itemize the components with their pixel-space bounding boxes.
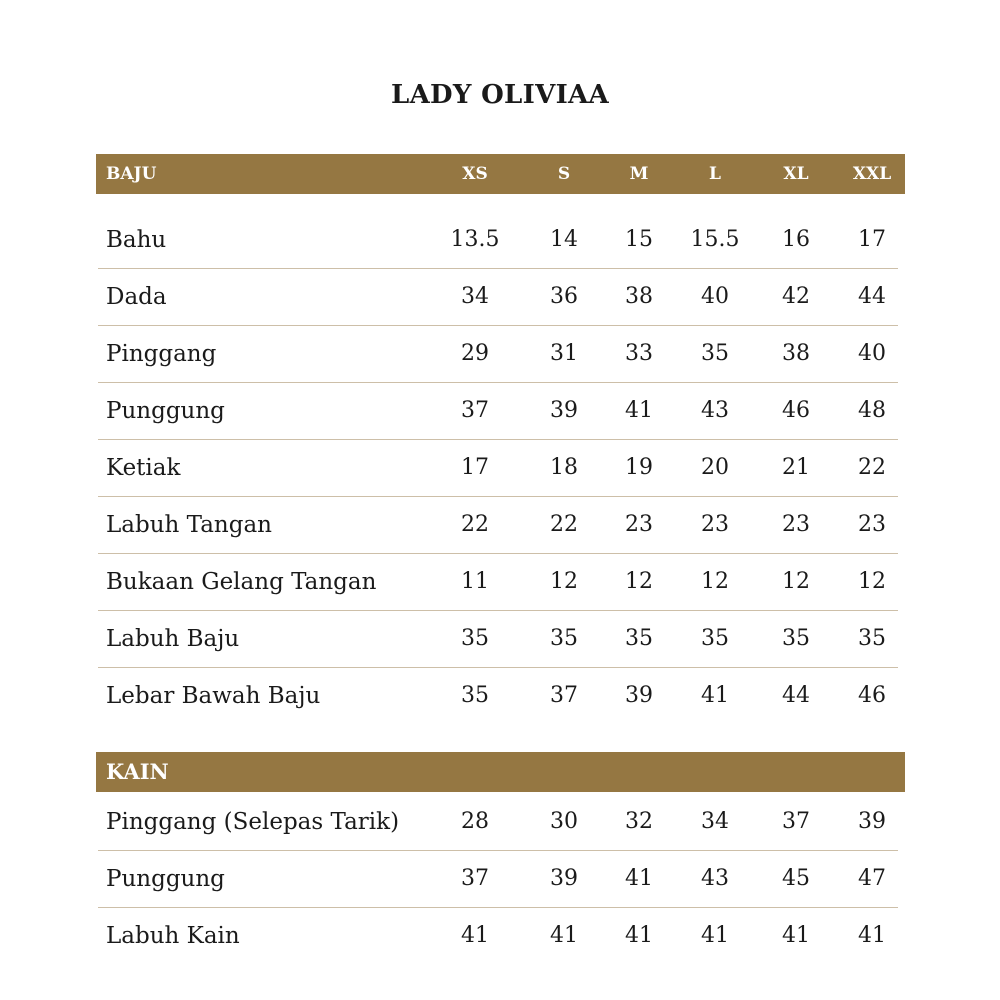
table-cell: 41 [858,923,886,948]
table-row [98,554,898,611]
row-label: Lebar Bawah Baju [106,683,321,709]
table-cell: 34 [701,809,729,834]
size-header-xs: XS [462,164,488,184]
table-row [98,794,898,851]
table-cell: 34 [461,284,489,309]
table-cell: 38 [782,341,810,366]
table-cell: 28 [461,809,489,834]
table-cell: 41 [782,923,810,948]
table-cell: 39 [858,809,886,834]
table-cell: 37 [550,683,578,708]
table-cell: 31 [550,341,578,366]
table-cell: 22 [461,512,489,537]
table-cell: 16 [782,227,810,252]
table-cell: 41 [625,398,653,423]
table-cell: 35 [461,683,489,708]
table-cell: 39 [550,866,578,891]
table-cell: 22 [858,455,886,480]
table-cell: 36 [550,284,578,309]
table-cell: 43 [701,398,729,423]
table-row [98,851,898,908]
table-cell: 14 [550,227,578,252]
page-title: LADY OLIVIAA [391,80,609,110]
table-cell: 47 [858,866,886,891]
table-row [98,383,898,440]
table-cell: 23 [625,512,653,537]
baju-section-label: BAJU [106,164,157,184]
table-row [98,326,898,383]
table-cell: 23 [858,512,886,537]
table-cell: 35 [461,626,489,651]
table-cell: 15.5 [690,227,740,252]
table-cell: 41 [701,923,729,948]
size-header-xl: XL [783,164,809,184]
table-cell: 41 [625,923,653,948]
table-row [98,908,898,964]
row-label: Pinggang (Selepas Tarik) [106,809,400,835]
table-row [98,611,898,668]
table-cell: 37 [461,398,489,423]
table-cell: 32 [625,809,653,834]
table-cell: 44 [782,683,810,708]
table-cell: 44 [858,284,886,309]
table-cell: 19 [625,455,653,480]
kain-table [98,794,898,964]
table-cell: 35 [625,626,653,651]
table-cell: 46 [782,398,810,423]
row-label: Bukaan Gelang Tangan [106,569,377,595]
table-row [98,269,898,326]
table-cell: 20 [701,455,729,480]
table-cell: 30 [550,809,578,834]
table-cell: 41 [625,866,653,891]
row-label: Labuh Baju [106,626,240,652]
table-cell: 12 [858,569,886,594]
table-cell: 12 [701,569,729,594]
table-row [98,440,898,497]
table-cell: 11 [461,569,489,594]
table-cell: 23 [782,512,810,537]
size-header-m: M [629,164,649,184]
table-row [98,668,898,724]
row-label: Punggung [106,866,225,892]
table-cell: 48 [858,398,886,423]
row-label: Bahu [106,227,167,253]
table-cell: 40 [701,284,729,309]
table-cell: 35 [701,626,729,651]
table-cell: 21 [782,455,810,480]
table-row [98,212,898,269]
size-header-xxl: XXL [852,164,892,184]
table-cell: 39 [550,398,578,423]
table-row [98,497,898,554]
table-cell: 35 [782,626,810,651]
row-label: Punggung [106,398,225,424]
table-cell: 35 [858,626,886,651]
table-cell: 39 [625,683,653,708]
row-label: Pinggang [106,341,217,367]
size-header-s: S [557,164,571,184]
table-cell: 35 [701,341,729,366]
table-cell: 40 [858,341,886,366]
row-label: Labuh Tangan [106,512,272,538]
row-label: Ketiak [106,455,181,481]
baju-header-bar [96,154,905,194]
table-cell: 38 [625,284,653,309]
kain-section-label: KAIN [106,759,169,784]
table-cell: 13.5 [450,227,500,252]
table-cell: 29 [461,341,489,366]
table-cell: 33 [625,341,653,366]
kain-header-bar [96,752,905,792]
table-cell: 35 [550,626,578,651]
table-cell: 41 [550,923,578,948]
table-cell: 22 [550,512,578,537]
table-cell: 12 [625,569,653,594]
table-cell: 37 [782,809,810,834]
table-cell: 15 [625,227,653,252]
size-header-l: L [709,164,721,184]
table-cell: 41 [461,923,489,948]
row-label: Labuh Kain [106,923,240,949]
table-cell: 12 [550,569,578,594]
baju-table [98,212,898,724]
table-cell: 46 [858,683,886,708]
row-label: Dada [106,284,167,310]
table-cell: 41 [701,683,729,708]
table-cell: 12 [782,569,810,594]
table-cell: 18 [550,455,578,480]
table-cell: 23 [701,512,729,537]
table-cell: 17 [858,227,886,252]
table-cell: 42 [782,284,810,309]
table-cell: 43 [701,866,729,891]
table-cell: 45 [782,866,810,891]
table-cell: 17 [461,455,489,480]
table-cell: 37 [461,866,489,891]
